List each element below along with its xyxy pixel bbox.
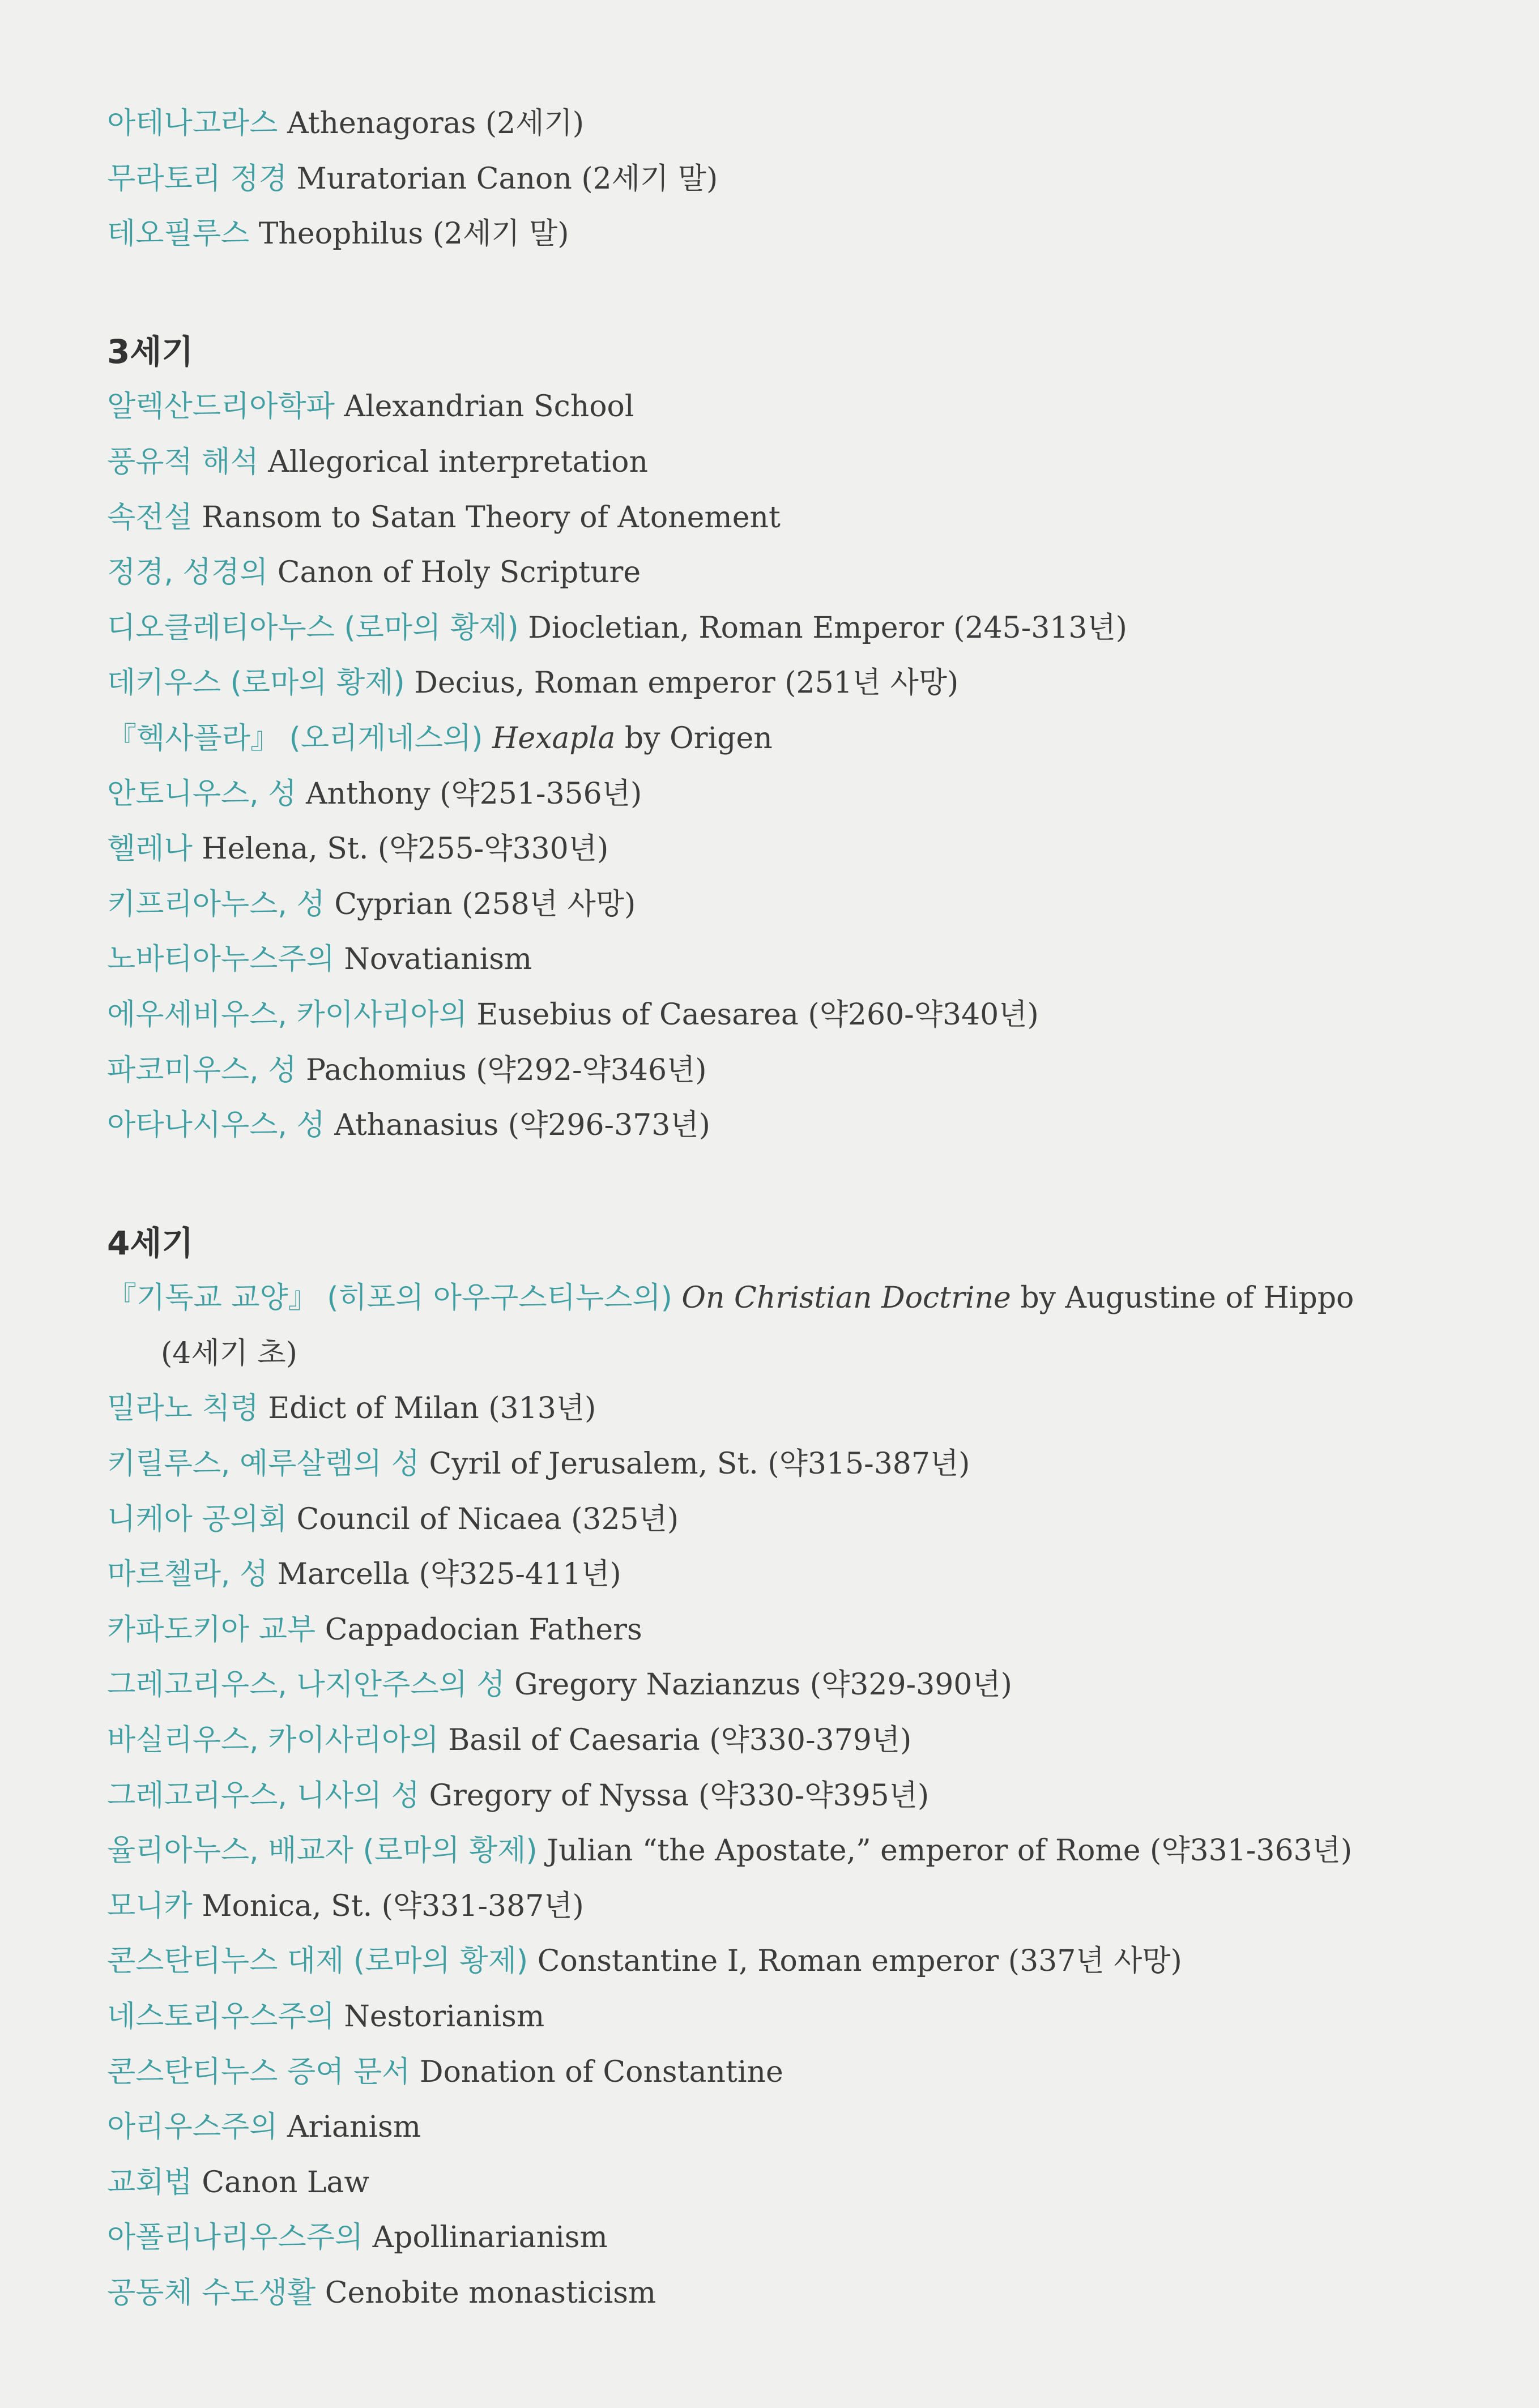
korean-term: 아타나시우스, 성	[107, 1108, 325, 1143]
english-term	[492, 721, 773, 755]
english-term: Cyprian (258년 사망)	[334, 887, 636, 921]
english-term: Gregory of Nyssa (약330-약395년)	[429, 1778, 930, 1813]
glossary-entry	[107, 1824, 1466, 1879]
glossary-entry	[107, 1098, 1466, 1154]
english-term: Cenobite monasticism	[325, 2275, 656, 2310]
book-title: Hexapla	[492, 721, 616, 755]
glossary-entry	[107, 2155, 1466, 2211]
glossary-entry	[107, 490, 1466, 546]
glossary-entry	[107, 877, 1466, 933]
glossary-entry	[107, 1934, 1466, 1989]
section-heading-4th-century: 4세기	[107, 1223, 194, 1262]
english-term: Apollinarianism	[372, 2221, 608, 2255]
korean-term: 네스토리우스주의	[107, 2000, 335, 2034]
korean-term: 테오필루스	[107, 217, 250, 251]
glossary-entry	[107, 2045, 1466, 2100]
glossary-entry	[107, 1381, 1466, 1437]
english-term: Eusebius of Caesarea (약260-약340년)	[476, 997, 1039, 1032]
korean-term: 키프리아누스, 성	[107, 887, 325, 921]
korean-term: 에우세비우스, 카이사리아의	[107, 997, 467, 1032]
korean-term: 모니카	[107, 1889, 193, 1923]
glossary-entry	[107, 152, 1466, 207]
english-term: Nestorianism	[344, 2000, 545, 2034]
glossary-entry	[107, 1492, 1466, 1548]
glossary-page	[107, 96, 1466, 2321]
book-title: On Christian Doctrine	[681, 1281, 1011, 1316]
korean-term: 키릴루스, 예루살렘의 성	[107, 1447, 420, 1481]
korean-term: 율리아누스, 배교자 (로마의 황제)	[107, 1834, 538, 1868]
glossary-entry	[107, 207, 1466, 262]
korean-term: 공동체 수도생활	[107, 2275, 316, 2310]
english-term: Alexandrian School	[344, 390, 634, 424]
korean-term: 밀라노 칙령	[107, 1391, 259, 1426]
glossary-entry	[107, 1769, 1466, 1824]
glossary-entry	[107, 1437, 1466, 1492]
korean-term: 마르첼라, 성	[107, 1557, 268, 1592]
glossary-entry	[107, 932, 1466, 988]
korean-term: 아폴리나리우스주의	[107, 2221, 364, 2255]
korean-term: 파코미우스, 성	[107, 1053, 297, 1087]
korean-term: 무라토리 정경	[107, 161, 287, 196]
glossary-entry	[107, 1271, 1379, 1381]
english-term: Basil of Caesaria (약330-379년)	[448, 1723, 912, 1758]
korean-term: 『기독교 교양』 (히포의 아우구스티누스의)	[107, 1281, 672, 1316]
english-term: Canon of Holy Scripture	[277, 556, 641, 590]
korean-term: 콘스탄티누스 대제 (로마의 황제)	[107, 1944, 528, 1979]
korean-term: 『헥사플라』 (오리게네스의)	[107, 721, 483, 755]
korean-term: 그레고리우스, 나지안주스의 성	[107, 1668, 505, 1702]
english-term: Theophilus (2세기 말)	[258, 217, 569, 251]
english-term: Gregory Nazianzus (약329-390년)	[514, 1668, 1012, 1702]
english-term: Canon Law	[202, 2165, 369, 2200]
glossary-entry	[107, 96, 1466, 152]
glossary-entry	[107, 2266, 1466, 2321]
section-heading-3rd-century: 3세기	[107, 332, 194, 371]
glossary-entry	[107, 2100, 1466, 2155]
glossary-entry	[107, 822, 1466, 877]
korean-term: 데키우스 (로마의 황제)	[107, 666, 405, 701]
korean-term: 안토니우스, 성	[107, 776, 297, 811]
glossary-entry	[107, 988, 1466, 1043]
korean-term: 그레고리우스, 니사의 성	[107, 1778, 420, 1813]
english-term: Decius, Roman emperor (251년 사망)	[414, 666, 959, 701]
glossary-entry	[107, 1547, 1466, 1603]
english-term: Marcella (약325-411년)	[277, 1557, 621, 1592]
english-term: Anthony (약251-356년)	[305, 776, 642, 811]
glossary-entry	[107, 656, 1466, 711]
english-term: Diocletian, Roman Emperor (245-313년)	[528, 610, 1127, 645]
english-term: Monica, St. (약331-387년)	[202, 1889, 584, 1923]
glossary-entry	[107, 545, 1466, 601]
korean-term: 풍유적 해석	[107, 445, 259, 479]
section-spacer	[107, 1154, 1466, 1216]
english-term: Novatianism	[344, 942, 532, 977]
english-term: Cyril of Jerusalem, St. (약315-387년)	[429, 1447, 970, 1481]
glossary-entry	[107, 2210, 1466, 2266]
english-term-rest: by Origen	[615, 721, 773, 755]
glossary-entry	[107, 767, 1466, 822]
english-term: Helena, St. (약255-약330년)	[202, 832, 609, 866]
korean-term: 디오클레티아누스 (로마의 황제)	[107, 610, 519, 645]
section-spacer	[107, 262, 1466, 325]
english-term: Council of Nicaea (325년)	[296, 1502, 679, 1536]
glossary-entry	[107, 601, 1466, 656]
korean-term: 아테나고라스	[107, 106, 278, 140]
english-term: Constantine I, Roman emperor (337년 사망)	[537, 1944, 1182, 1979]
korean-term: 속전설	[107, 500, 193, 535]
korean-term: 콘스탄티누스 증여 문서	[107, 2055, 411, 2089]
korean-term: 니케아 공의회	[107, 1502, 287, 1536]
glossary-entry	[107, 1603, 1466, 1658]
english-term: Pachomius (약292-약346년)	[305, 1053, 707, 1087]
glossary-entry	[107, 1713, 1466, 1769]
english-term: Muratorian Canon (2세기 말)	[296, 161, 718, 196]
glossary-entry	[107, 1043, 1466, 1099]
korean-term: 알렉산드리아학파	[107, 390, 335, 424]
english-term: Athenagoras (2세기)	[287, 106, 585, 140]
english-term: Donation of Constantine	[419, 2055, 783, 2089]
english-term: Julian “the Apostate,” emperor of Rome (약331-363년)	[547, 1834, 1353, 1868]
glossary-entry	[107, 711, 1466, 767]
korean-term: 노바티아누스주의	[107, 942, 335, 977]
glossary-entry	[107, 1879, 1466, 1935]
glossary-entry	[107, 1989, 1466, 2045]
english-term: Edict of Milan (313년)	[268, 1391, 596, 1426]
glossary-entry	[107, 379, 1466, 435]
korean-term: 정경, 성경의	[107, 556, 268, 590]
korean-term: 교회법	[107, 2165, 193, 2200]
english-term-rest: by Augustine of Hippo (4세기 초)	[161, 1281, 1354, 1370]
english-term: Athanasius (약296-373년)	[334, 1108, 710, 1143]
korean-term: 바실리우스, 카이사리아의	[107, 1723, 439, 1758]
korean-term: 카파도키아 교부	[107, 1612, 316, 1647]
korean-term: 헬레나	[107, 832, 193, 866]
english-term: Allegorical interpretation	[268, 445, 648, 479]
english-term: Ransom to Satan Theory of Atonement	[202, 500, 781, 535]
english-term: Cappadocian Fathers	[325, 1612, 642, 1647]
glossary-entry	[107, 435, 1466, 490]
korean-term: 아리우스주의	[107, 2110, 278, 2145]
english-term: Arianism	[287, 2110, 421, 2145]
glossary-entry	[107, 1658, 1466, 1713]
